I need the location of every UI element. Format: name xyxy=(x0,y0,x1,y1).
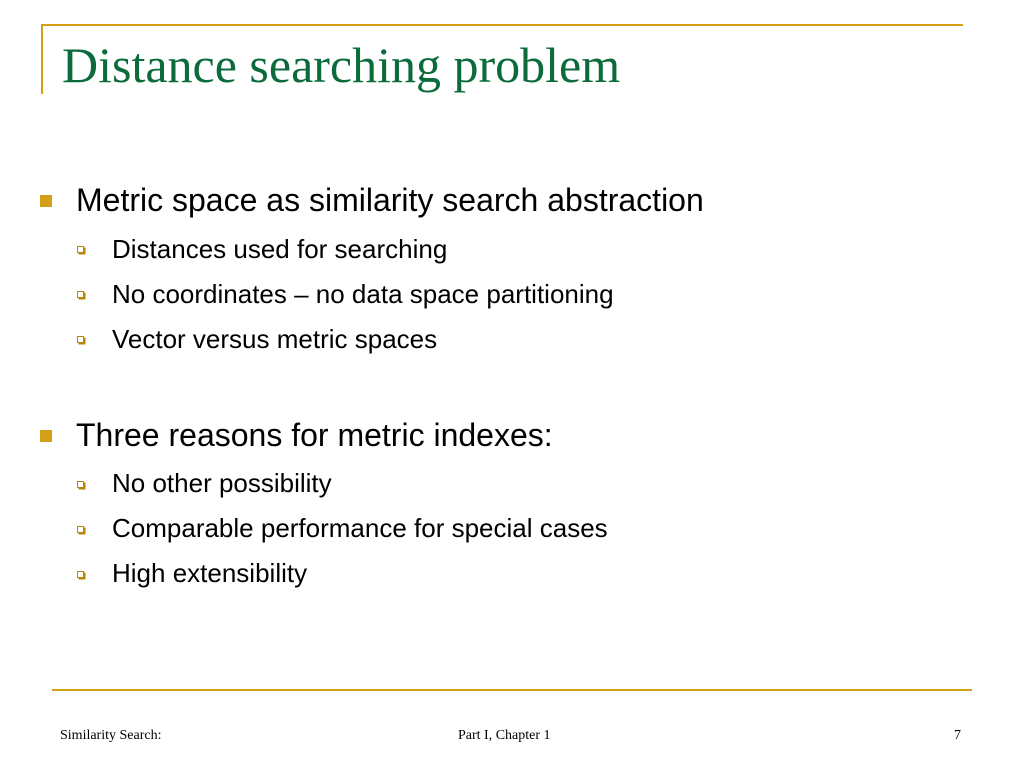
bullet-text: Three reasons for metric indexes: xyxy=(76,417,553,453)
hollow-square-bullet-icon xyxy=(77,571,84,578)
slide-title: Distance searching problem xyxy=(62,37,621,93)
page-number: 7 xyxy=(954,728,961,743)
hollow-square-bullet-icon xyxy=(77,336,84,343)
square-bullet-icon xyxy=(40,430,52,442)
square-bullet-icon xyxy=(40,195,52,207)
footer-chapter-text: Part I, Chapter 1 xyxy=(458,728,551,743)
subitem-text: Distances used for searching xyxy=(112,234,448,264)
bullet-text: Metric space as similarity search abstraction xyxy=(76,182,704,218)
subitem-text: No coordinates – no data space partitioning xyxy=(112,279,614,309)
subitem-text: High extensibility xyxy=(112,558,308,588)
footer-left-text: Similarity Search: xyxy=(60,728,162,743)
subitem-text: Vector versus metric spaces xyxy=(112,324,438,354)
subitem-text: No other possibility xyxy=(112,468,332,498)
hollow-square-bullet-icon xyxy=(77,246,84,253)
footer-divider xyxy=(52,689,972,691)
hollow-square-bullet-icon xyxy=(77,291,84,298)
subitem-text: Comparable performance for special cases xyxy=(112,513,608,543)
hollow-square-bullet-icon xyxy=(77,526,84,533)
hollow-square-bullet-icon xyxy=(77,481,84,488)
